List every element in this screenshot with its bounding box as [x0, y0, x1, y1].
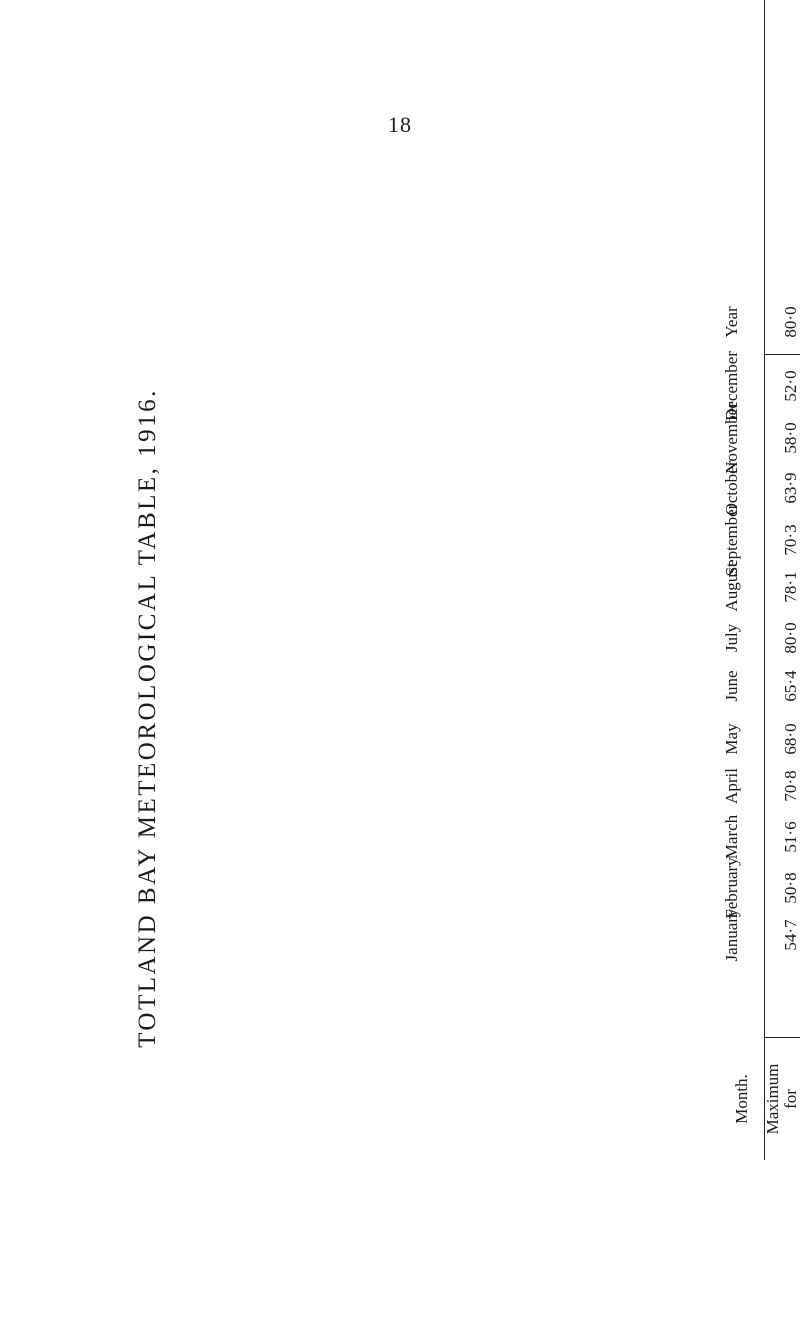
- cell-max: 58·0: [780, 422, 800, 454]
- cell-max: 63·9: [780, 472, 800, 504]
- cell-max: 51·6: [780, 821, 800, 853]
- year-rule: [764, 354, 800, 355]
- column-header-max: [764, 1038, 800, 1160]
- meteorological-table: [720, 0, 800, 1160]
- month-label: July: [722, 623, 741, 653]
- cell-max: 70·3: [780, 524, 800, 556]
- month-label: March: [722, 814, 741, 860]
- month-label: Year: [722, 306, 741, 338]
- column-header-month: [733, 1038, 751, 1160]
- cell-max: 68·0: [780, 723, 800, 755]
- cell-max: 78·1: [780, 571, 800, 603]
- month-label: January: [722, 908, 741, 962]
- month-label: September: [722, 503, 741, 577]
- cell-max: 70·8: [780, 770, 800, 802]
- column-header-line: for: [780, 1089, 800, 1109]
- month-label: February: [722, 857, 741, 919]
- month-label: November: [722, 402, 741, 474]
- month-label: December: [722, 351, 741, 421]
- page-number: 18: [388, 112, 412, 137]
- cell-max: 80·0: [780, 306, 800, 338]
- cell-max: 54·7: [780, 919, 800, 951]
- table-title: TOTLAND BAY METEOROLOGICAL TABLE, 1916.: [134, 388, 161, 1048]
- cell-max: 65·4: [780, 670, 800, 702]
- month-label: May: [722, 723, 741, 755]
- cell-max: 52·0: [780, 370, 800, 402]
- column-header-line: Maximum: [762, 1063, 782, 1135]
- month-label: October: [722, 460, 741, 516]
- column-header-line: Month.: [732, 1074, 751, 1124]
- month-label: April: [722, 768, 741, 804]
- month-label: August: [722, 562, 741, 612]
- column-rule: [764, 0, 765, 1160]
- cell-max: 50·8: [780, 872, 800, 904]
- cell-max: 80·0: [780, 622, 800, 654]
- month-label: June: [722, 670, 741, 702]
